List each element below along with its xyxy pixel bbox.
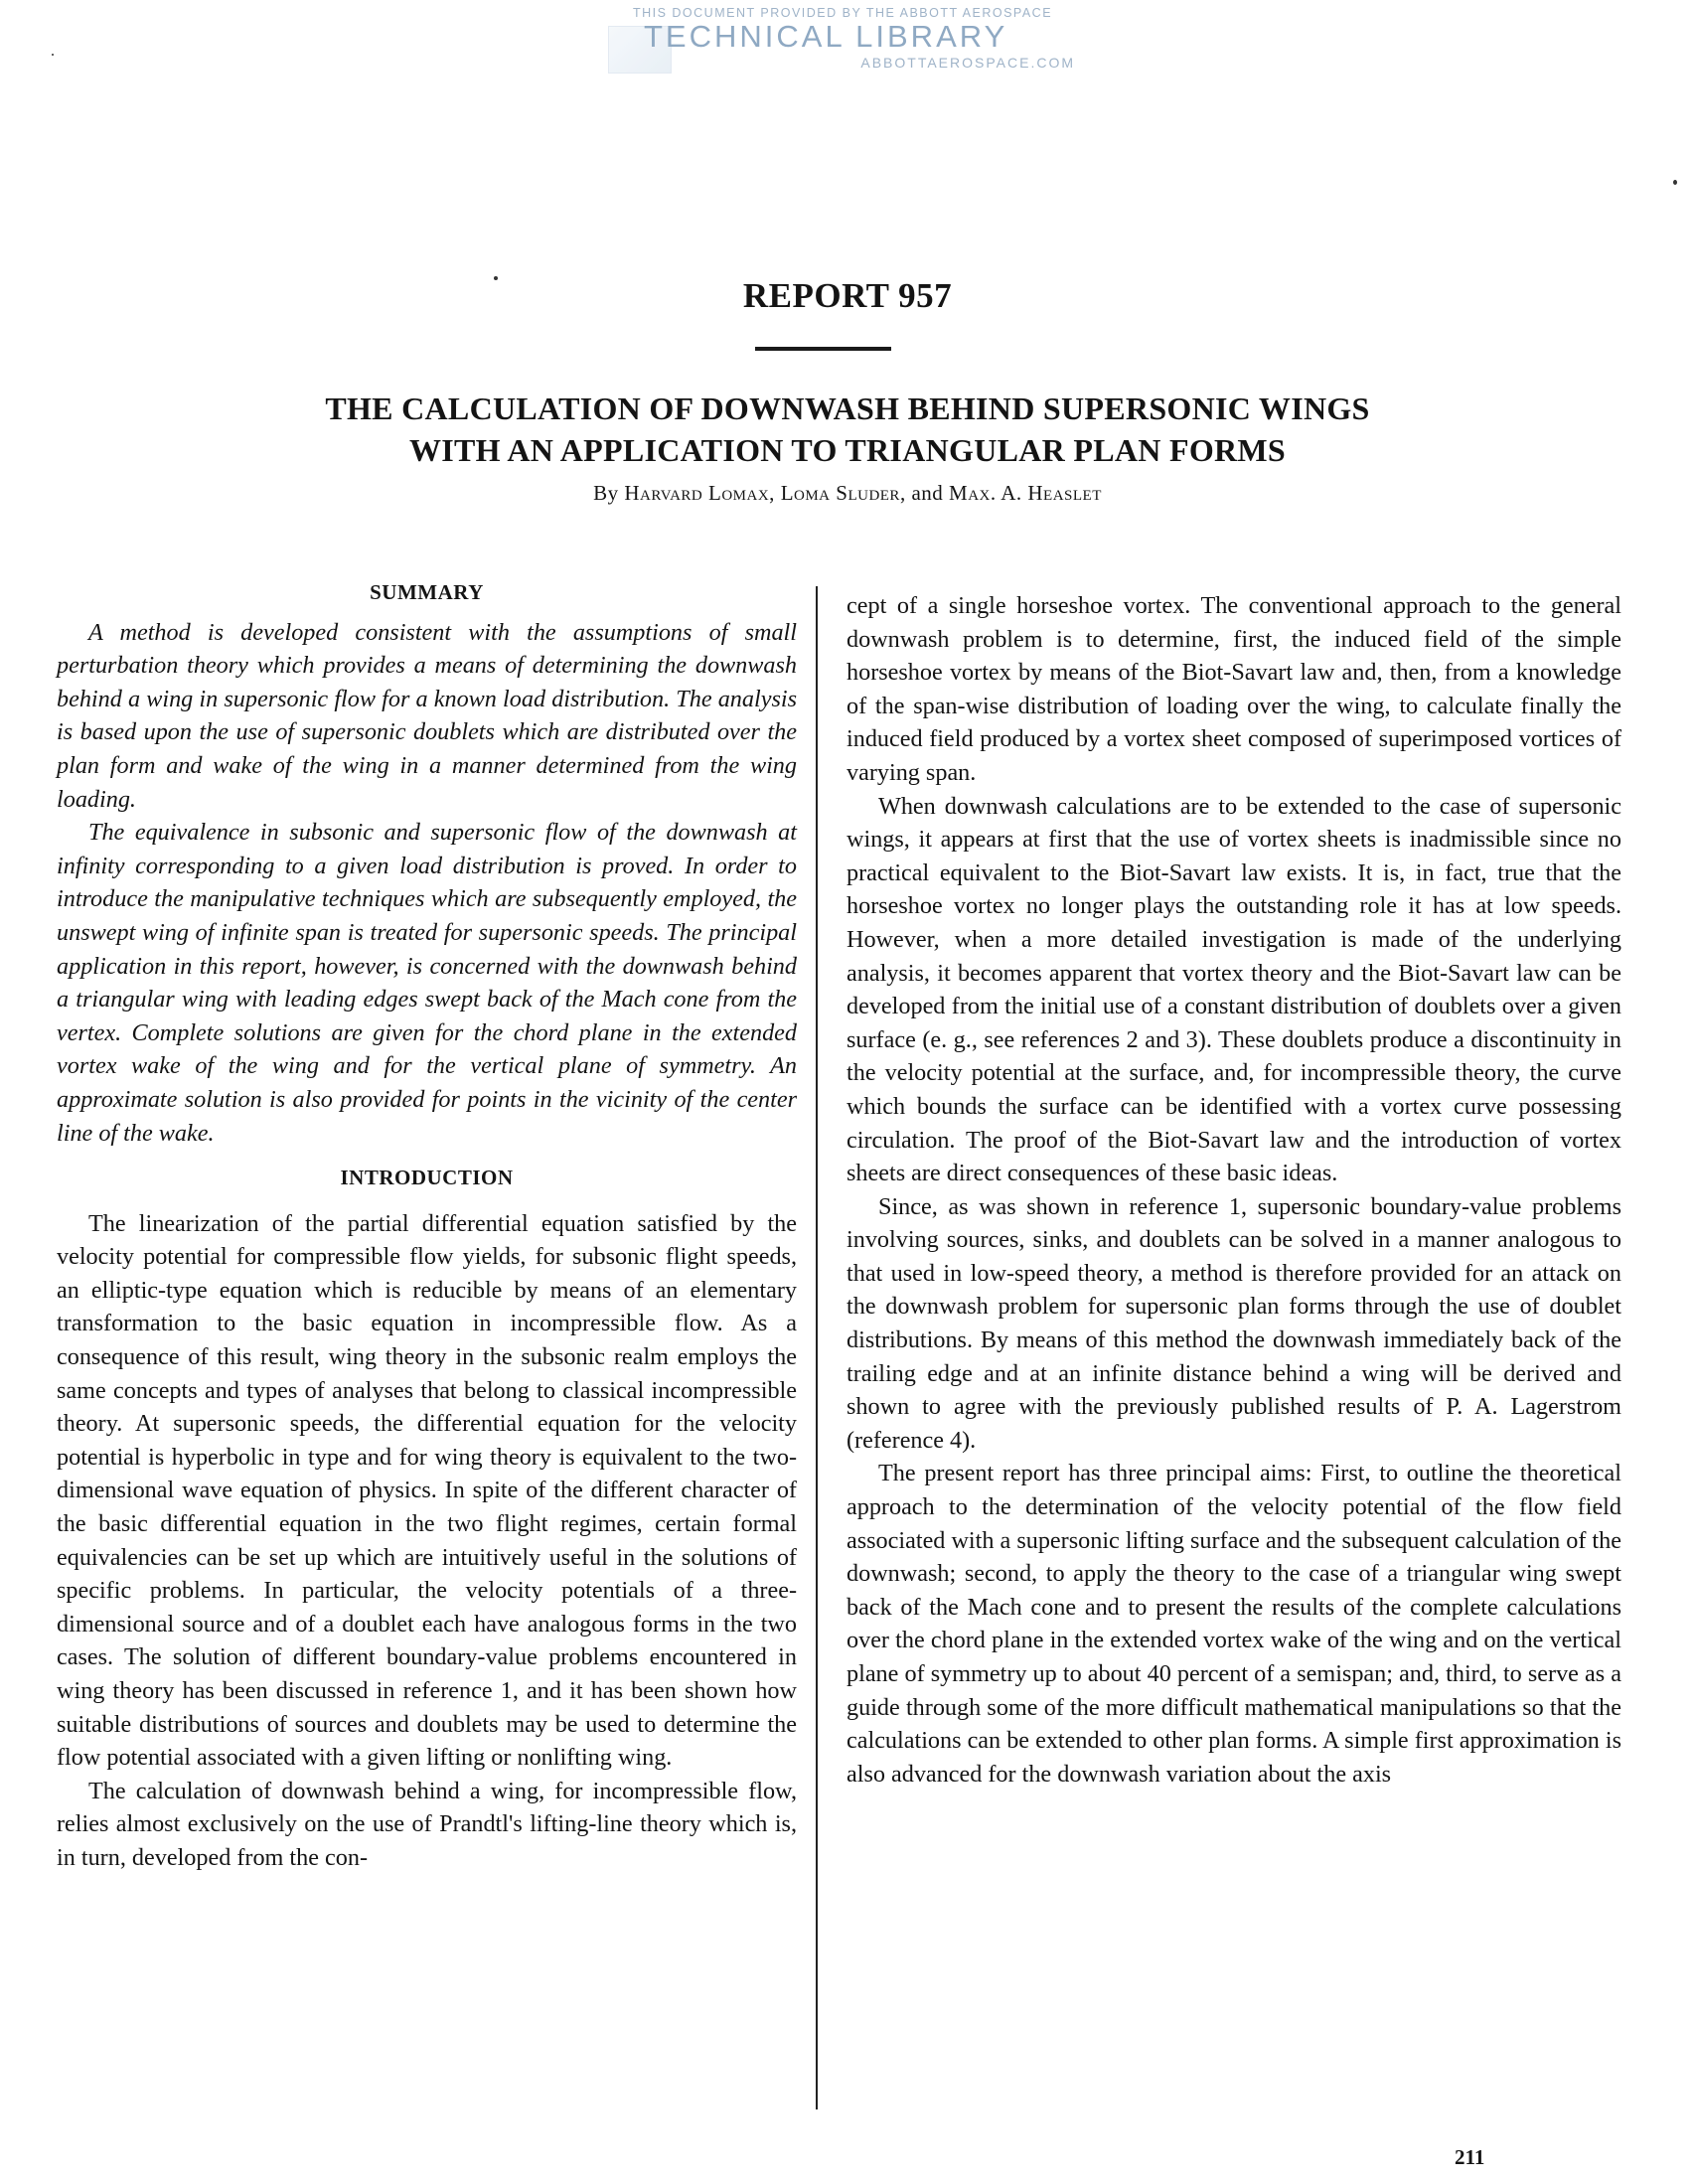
- left-column: [57, 576, 797, 1875]
- column-divider: [816, 586, 818, 2109]
- author-lomax: Harvard Lomax,: [624, 481, 775, 505]
- watermark-provided-by: THIS DOCUMENT PROVIDED BY THE ABBOTT AEROSPACE: [632, 6, 1053, 20]
- summary-paragraph: A method is developed consistent with the assumptions of small perturbation theory which provides a means of determining the downwash behind a wing in supersonic flow for a known load distribution. The analysis is based upon the use of supersonic doublets which are distributed over the plan form and wake of the wing in a manner determined from the wing loading.: [57, 618, 797, 813]
- title-line-2: WITH AN APPLICATION TO TRIANGULAR PLAN FORMS: [408, 432, 1287, 468]
- scan-speck: [52, 54, 54, 56]
- byline-prefix: By: [593, 481, 619, 505]
- scan-speck: [1673, 180, 1677, 185]
- title-line-1: THE CALCULATION OF DOWNWASH BEHIND SUPERSONIC WINGS: [325, 390, 1370, 426]
- author-sluder: Loma Sluder,: [780, 481, 906, 505]
- intro-paragraph: When downwash calculations are to be extended to the case of supersonic wings, it appears at first that the use of vortex sheets is inadmissible since no practical equivalent to the Biot-Savart law exists. It is, in fact, true that the horseshoe vortex no longer plays the outstanding role it has at low speeds. However, when a more detailed investigation is made of the underlying analysis, it becomes apparent that vortex theory and the Biot-Savart law can be developed from the initial use of a constant distribution of doublets over a given surface (e. g., see references 2 and 3). These doublets produce a discontinuity in the velocity potential at the surface, and, for incompressible theory, the curve which bounds the surface can be identified with a vortex curve possessing circulation. The proof of the Biot-Savart law and the introduction of vortex sheets are direct consequences of these basic ideas.: [847, 792, 1621, 1187]
- summary-paragraph: The equivalence in subsonic and supersonic flow of the downwash at infinity corresponding to a given load distribution is proved. In order to introduce the manipulative techniques which are subsequently employed, the unswept wing of infinite span is treated for supersonic speeds. The principal application in this report, however, is concerned with the downwash behind a triangular wing with leading edges swept back of the Mach cone from the vertex. Complete solutions are given for the chord plane in the extended vortex wake of the wing and for the vertical plane of symmetry. An approximate solution is also provided for points in the vicinity of the center line of the wake.: [57, 819, 797, 1147]
- abbott-aerospace-watermark: [604, 4, 1081, 74]
- summary-heading: SUMMARY: [370, 580, 484, 604]
- intro-paragraph: Since, as was shown in reference 1, supersonic boundary-value problems involving sources, sinks, and doublets can be solved in a manner analogous to that used in low-speed theory, a method is therefore provided for an attack on the downwash problem for supersonic plan forms through the use of doublet distributions. By means of this method the downwash immediately back of the trailing edge and at an infinite distance behind a wing will be derived and shown to agree with the previously published results of P. A. Lagerstrom (reference 4).: [847, 1192, 1621, 1454]
- intro-paragraph: The calculation of downwash behind a wing, for incompressible flow, relies almost exclusively on the use of Prandtl's lifting-line theory which is, in turn, developed from the con-: [57, 1777, 797, 1871]
- page-number: 211: [1455, 2145, 1485, 2169]
- title-rule: [755, 347, 891, 351]
- intro-paragraph: cept of a single horseshoe vortex. The conventional approach to the general downwash problem is to determine, first, the induced field of the simple horseshoe vortex by means of the Biot-Savart law and, then, from a knowledge of the span-wise distribution of loading over the wing, to calculate finally the induced field produced by a vortex sheet composed of superimposed vortices of varying span.: [847, 592, 1621, 786]
- paper-title: [0, 388, 1695, 471]
- right-column: [847, 589, 1621, 1791]
- introduction-heading: INTRODUCTION: [340, 1166, 514, 1190]
- watermark-library-name: TECHNICAL LIBRARY: [644, 19, 1008, 54]
- watermark-url: ABBOTTAEROSPACE.COM: [860, 55, 1075, 71]
- byline-and: and: [911, 481, 944, 505]
- author-byline: [0, 481, 1695, 506]
- author-heaslet: Max. A. Heaslet: [949, 481, 1102, 505]
- intro-paragraph: The present report has three principal aims: First, to outline the theoretical approach to the determination of the velocity potential of the flow field associated with a supersonic lifting surface and the subsequent calculation of the downwash; second, to apply the theory to the case of a triangular wing swept back of the Mach cone and to present the results of the complete calculations over the chord plane in the extended vortex wake of the wing and on the vertical plane of symmetry up to about 40 percent of a semispan; and, third, to serve as a guide through some of the more difficult mathematical manipulations so that the calculations can be extended to other plan forms. A simple first approximation is also advanced for the downwash variation about the axis: [847, 1460, 1621, 1788]
- intro-paragraph: The linearization of the partial differential equation satisfied by the velocity potential for compressible flow yields, for subsonic flight speeds, an elliptic-type equation which is reducible by means of an elementary transformation to the basic equation in incompressible flow. As a consequence of this result, wing theory in the subsonic realm employs the same concepts and types of analyses that belong to classical incompressible theory. At supersonic speeds, the differential equation for the velocity potential is hyperbolic in type and for wing theory is equivalent to the two-dimensional wave equation of physics. In spite of the different character of the basic differential equation in the two flight regimes, certain formal equivalencies can be set up which are intuitively useful in the solutions of specific problems. In particular, the velocity potentials of a three-dimensional source and of a doublet each have analogous forms in the two cases. The solution of different boundary-value problems encountered in wing theory has been discussed in reference 1, and it has been shown how suitable distributions of sources and doublets may be used to determine the flow potential associated with a given lifting or nonlifting wing.: [57, 1209, 797, 1772]
- report-number: REPORT 957: [742, 276, 953, 315]
